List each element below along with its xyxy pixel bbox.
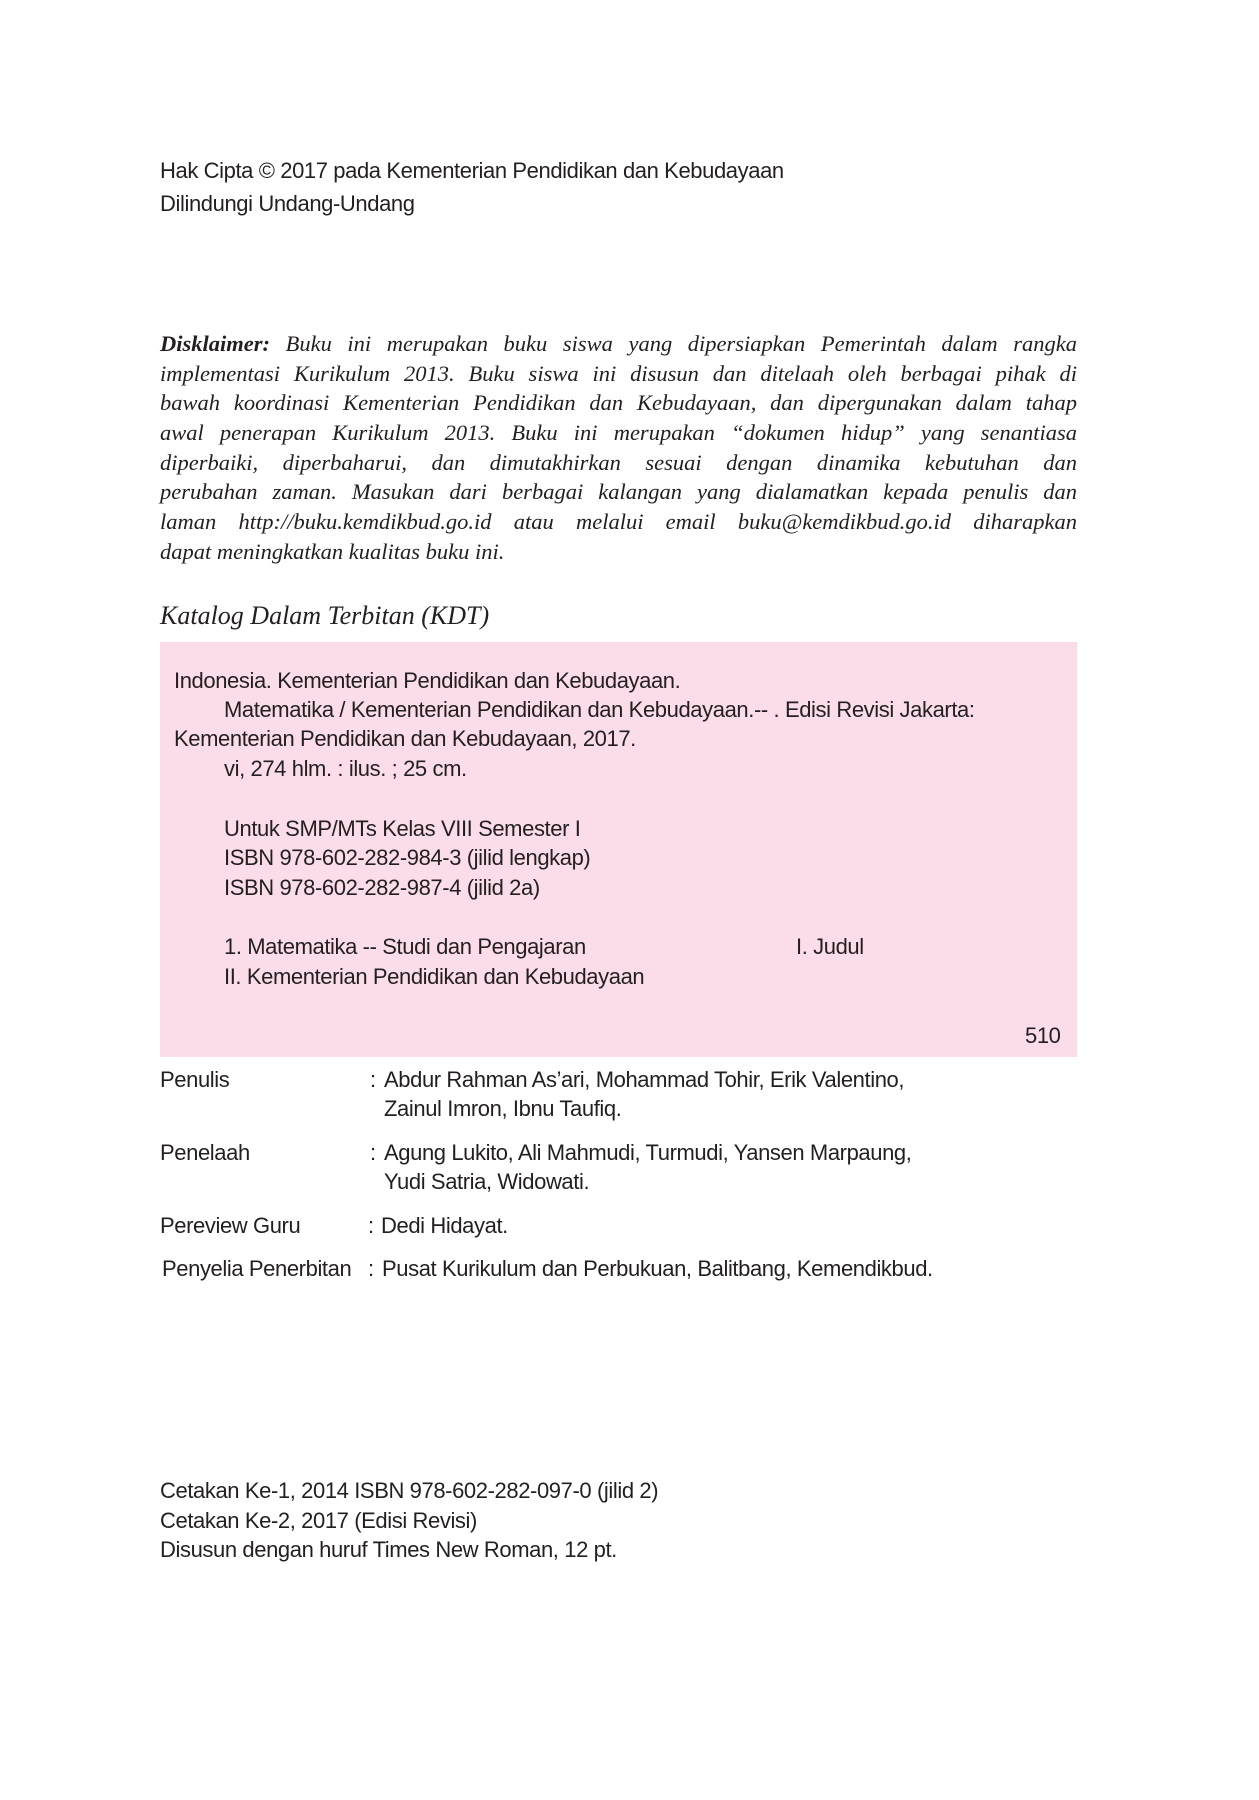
disclaimer-line: Buku ini merupakan buku siswa yang dipersiapkan Pemerintah dalam rangka (285, 331, 1077, 356)
credit-label: Penelaah (160, 1140, 250, 1165)
kdt-line: Indonesia. Kementerian Pendidikan dan Kebudayaan. (174, 668, 681, 693)
credit-label: Penulis (160, 1067, 230, 1092)
kdt-line: vi, 274 hlm. : ilus. ; 25 cm. (224, 756, 467, 781)
kdt-line: Untuk SMP/MTs Kelas VIII Semester I (224, 816, 581, 841)
credit-label: Penyelia Penerbitan (162, 1256, 352, 1281)
credit-separator: : (368, 1256, 374, 1281)
credit-value: Agung Lukito, Ali Mahmudi, Turmudi, Yansen Marpaung, (384, 1140, 912, 1165)
disclaimer-line: awal penerapan Kurikulum 2013. Buku ini merupakan “dokumen hidup” yang senantiasa (160, 420, 1077, 446)
kdt-line: Kementerian Pendidikan dan Kebudayaan, 2017. (174, 726, 636, 751)
kdt-number: 510 (1025, 1023, 1061, 1048)
credit-separator: : (368, 1213, 374, 1238)
credit-value: Yudi Satria, Widowati. (384, 1169, 590, 1194)
kdt-line: Matematika / Kementerian Pendidikan dan Kebudayaan.-- . Edisi Revisi Jakarta: (224, 697, 975, 722)
disclaimer-line: implementasi Kurikulum 2013. Buku siswa ini disusun dan ditelaah oleh berbagai pihak di (160, 360, 1077, 386)
kdt-title: Katalog Dalam Terbitan (KDT) (160, 601, 490, 630)
disclaimer-line: laman http://buku.kemdikbud.go.id atau melalui email buku@kemdikbud.go.id diharapkan (160, 509, 1077, 535)
kdt-line: I. Judul (796, 934, 864, 959)
credit-value: Pusat Kurikulum dan Perbukuan, Balitbang, Kemendikbud. (382, 1256, 933, 1281)
kdt-line: II. Kementerian Pendidikan dan Kebudayaan (224, 964, 645, 989)
credit-label: Pereview Guru (160, 1213, 301, 1238)
protection-line: Dilindungi Undang-Undang (160, 191, 415, 216)
disclaimer-line: diperbaiki, diperbaharui, dan dimutakhirkan sesuai dengan dinamika kebutuhan dan (160, 449, 1077, 475)
disclaimer-line: bawah koordinasi Kementerian Pendidikan dan Kebudayaan, dan dipergunakan dalam tahap (160, 390, 1077, 416)
disclaimer-line: perubahan zaman. Masukan dari berbagai kalangan yang dialamatkan kepada penulis dan (160, 479, 1077, 505)
credit-value: Abdur Rahman As’ari, Mohammad Tohir, Erik Valentino, (384, 1067, 905, 1092)
credit-separator: : (370, 1140, 376, 1165)
credit-value: Zainul Imron, Ibnu Taufiq. (384, 1096, 622, 1121)
printing-line: Cetakan Ke-2, 2017 (Edisi Revisi) (160, 1508, 477, 1533)
disclaimer-label: Disklaimer: (160, 331, 270, 356)
credit-value: Dedi Hidayat. (381, 1213, 508, 1238)
copyright-line: Hak Cipta © 2017 pada Kementerian Pendidikan dan Kebudayaan (160, 158, 784, 183)
kdt-line: ISBN 978-602-282-987-4 (jilid 2a) (224, 875, 540, 900)
disclaimer-line: dapat meningkatkan kualitas buku ini. (160, 538, 505, 564)
kdt-line: 1. Matematika -- Studi dan Pengajaran (224, 934, 586, 959)
credit-separator: : (370, 1067, 376, 1092)
printing-line: Disusun dengan huruf Times New Roman, 12 pt. (160, 1537, 617, 1562)
printing-line: Cetakan Ke-1, 2014 ISBN 978-602-282-097-0 (jilid 2) (160, 1478, 659, 1503)
disclaimer (160, 329, 1077, 567)
kdt-line: ISBN 978-602-282-984-3 (jilid lengkap) (224, 845, 591, 870)
